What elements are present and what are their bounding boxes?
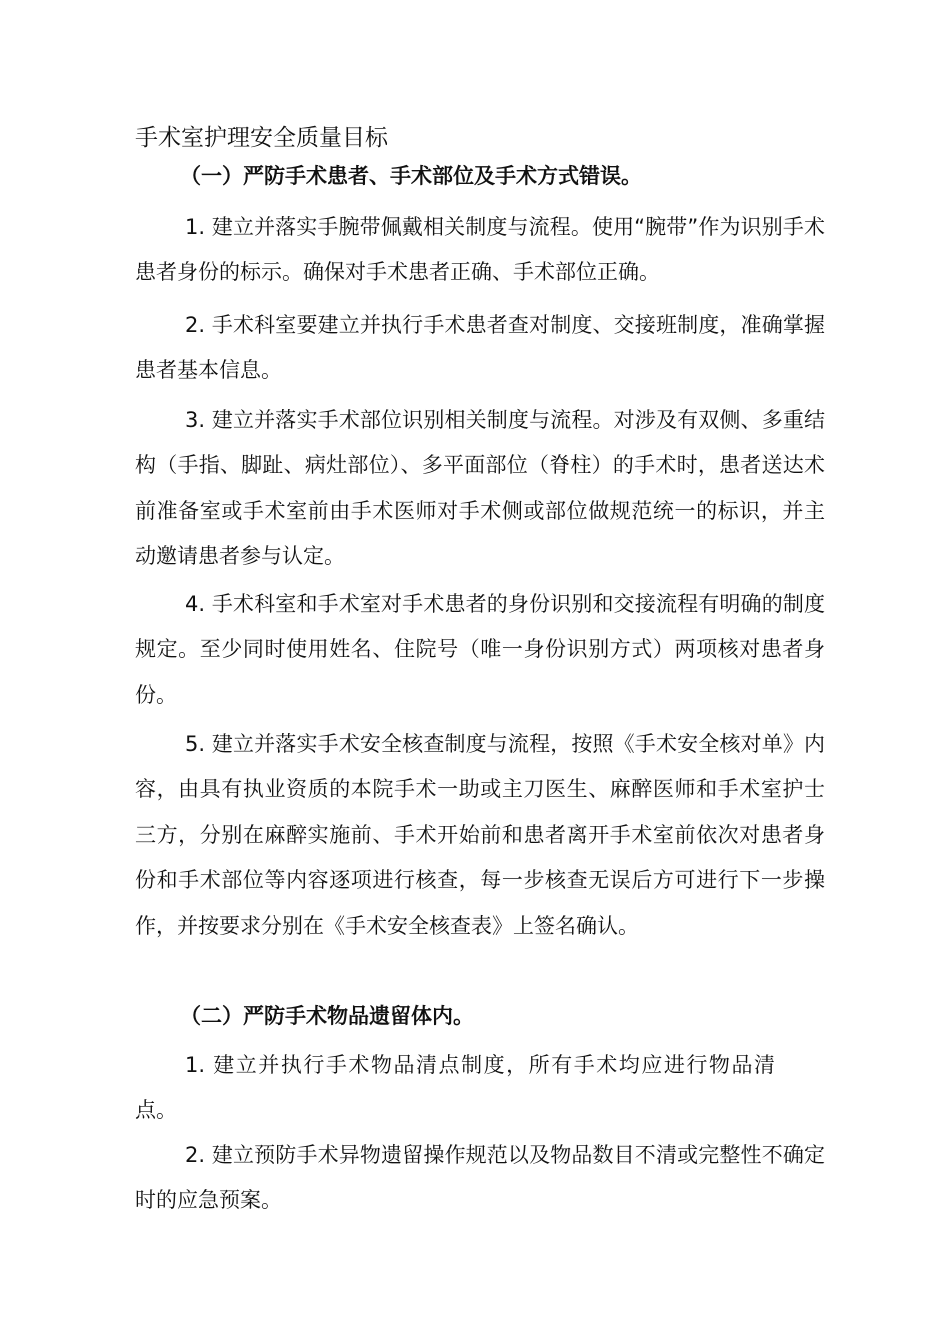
section-2-item-1: 1. 建立并执行手术物品清点制度，所有手术均应进行物品清点。 (135, 1053, 775, 1123)
section-1-item-1: 1. 建立并落实手腕带佩戴相关制度与流程。使用“腕带”作为识别手术患者身份的标示。确保对手术患者正确、手术部位正确。 (135, 215, 825, 285)
section-1-heading: （一）严防手术患者、手术部位及手术方式错误。 (180, 164, 642, 188)
section-1-item-5: 5. 建立并落实手术安全核查制度与流程，按照《手术安全核对单》内容，由具有执业资质的本院手术一助或主刀医生、麻醉医师和手术室护士三方，分别在麻醉实施前、手术开始前和患者离开手术室前依次对患者身份和手术部位等内容逐项进行核查，每一步核查无误后方可进行下一步操作，并按要求分别在《手术安全核查表》上签名确认。 (135, 732, 825, 938)
section-2-item-2: 2. 建立预防手术异物遗留操作规范以及物品数目不清或完整性不确定时的应急预案。 (135, 1143, 825, 1213)
section-1-item-3: 3. 建立并落实手术部位识别相关制度与流程。对涉及有双侧、多重结构（手指、脚趾、病灶部位）、多平面部位（脊柱）的手术时，患者送达术前准备室或手术室前由手术医师对手术侧或部位做规范统一的标识，并主动邀请患者参与认定。 (135, 408, 825, 569)
document-title: 手术室护理安全质量目标 (135, 125, 388, 151)
section-2-heading: （二）严防手术物品遗留体内。 (180, 1004, 474, 1028)
section-1-item-2: 2. 手术科室要建立并执行手术患者查对制度、交接班制度，准确掌握患者基本信息。 (135, 313, 825, 383)
section-1-item-4: 4. 手术科室和手术室对手术患者的身份识别和交接流程有明确的制度规定。至少同时使用姓名、住院号（唯一身份识别方式）两项核对患者身份。 (135, 592, 825, 707)
